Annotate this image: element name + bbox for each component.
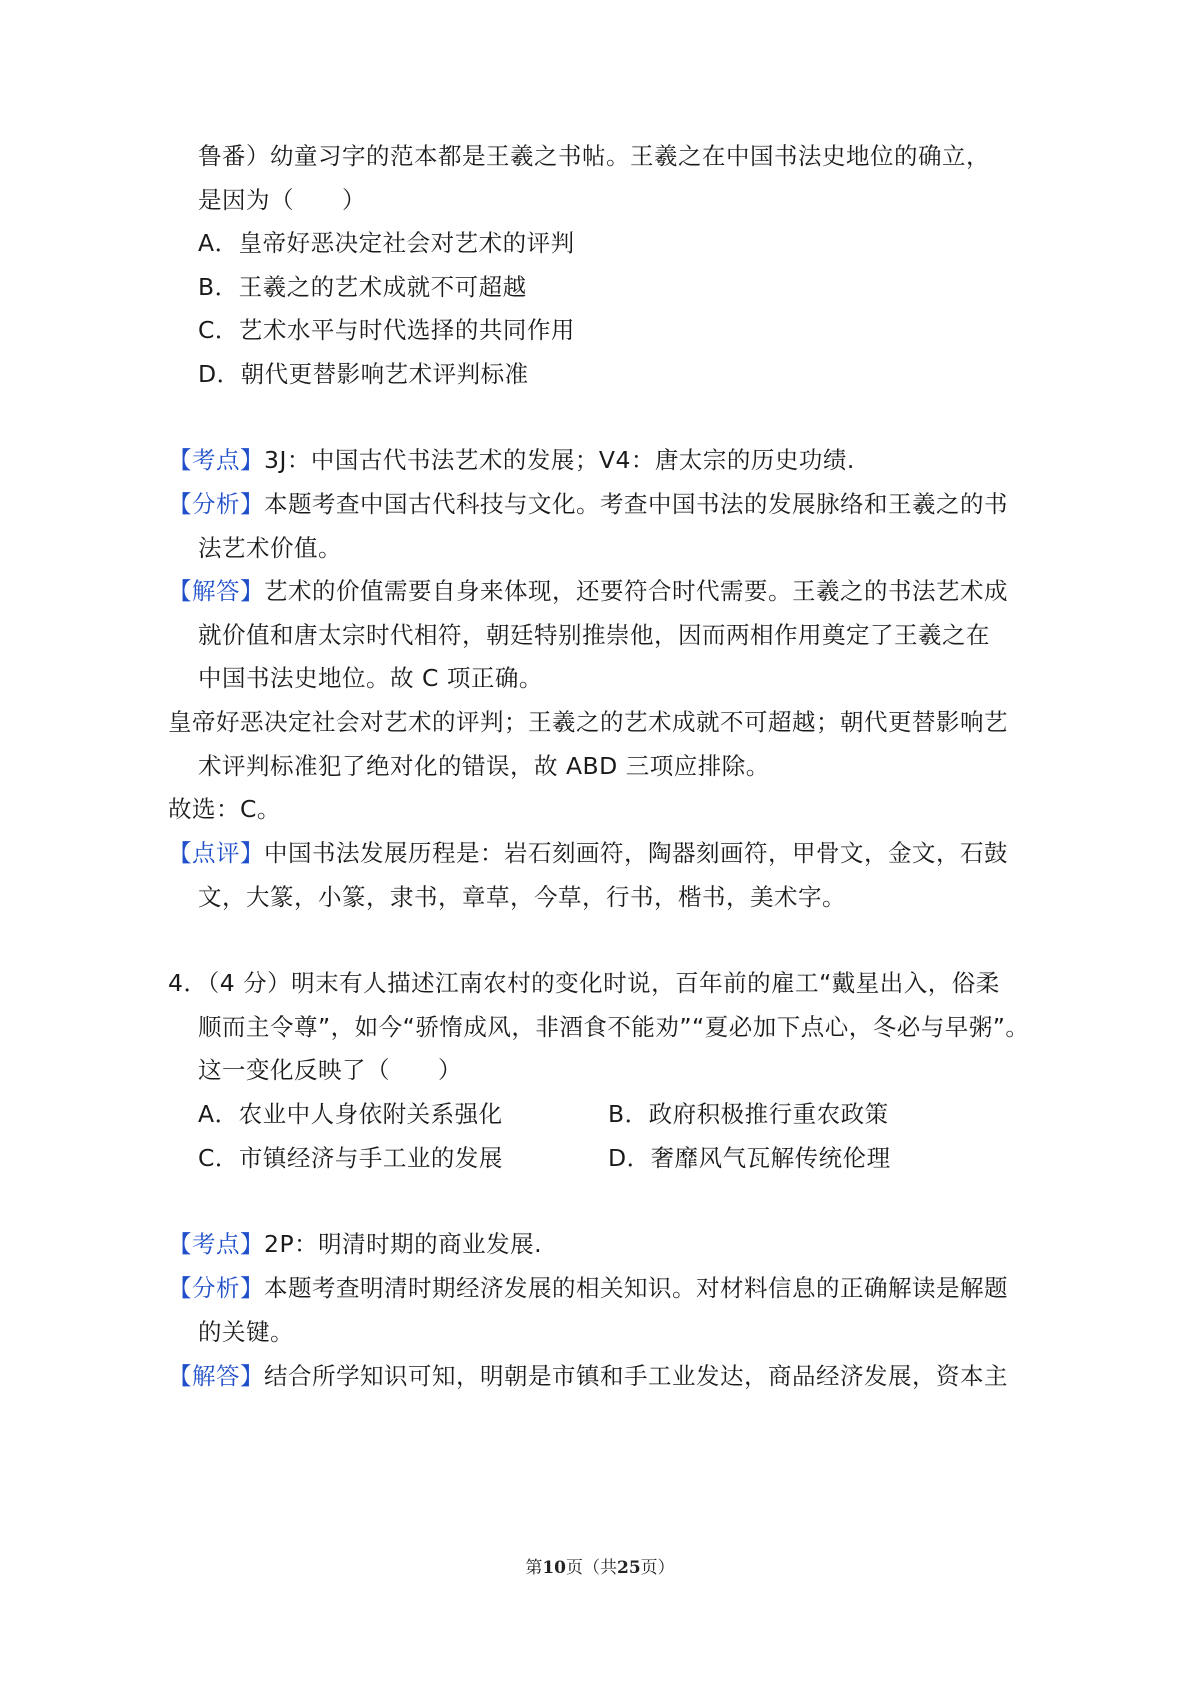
q3-fenxi-line-1 [168,488,1008,520]
jieda-tag: 【解答】 [168,1362,264,1390]
fenxi-tag: 【分析】 [168,490,264,518]
kaodian-tag: 【考点】 [168,446,264,474]
footer-suffix: 页） [640,1558,675,1578]
q3-jieda-line-2: 就价值和唐太宗时代相符，朝廷特别推崇他，因而两相作用奠定了王羲之在 [198,621,990,649]
jieda-text: 艺术的价值需要自身来体现，还要符合时代需要。王羲之的书法艺术成 [264,577,1008,605]
q3-dianping-line-1 [168,837,1008,869]
q3-kaodian [168,444,855,476]
footer-mid: 页（共 [566,1558,617,1578]
q3-answer: 故选：C。 [168,795,281,823]
kaodian-tag: 【考点】 [168,1230,264,1258]
q4-option-c: C．市镇经济与手工业的发展 [198,1144,503,1172]
q4-option-a: A．农业中人身依附关系强化 [198,1100,503,1128]
kaodian-text: 3J：中国古代书法艺术的发展；V4：唐太宗的历史功绩. [264,446,855,474]
dianping-tag: 【点评】 [168,839,264,867]
q4-options-row-2 [198,1142,891,1174]
kaodian-text: 2P：明清时期的商业发展. [264,1230,543,1258]
q4-stem-line-1: 4．（4 分）明末有人描述江南农村的变化时说，百年前的雇工“戴星出入，俗柔 [168,969,1000,997]
page-footer [0,1556,1200,1580]
jieda-text: 结合所学知识可知，明朝是市镇和手工业发达，商品经济发展，资本主 [264,1362,1008,1390]
footer-page-number: 10 [542,1558,566,1578]
q3-option-b: B．王羲之的艺术成就不可超越 [198,273,527,301]
q3-fenxi-line-2: 法艺术价值。 [198,534,342,562]
q3-extra-line-2: 术评判标准犯了绝对化的错误，故 ABD 三项应排除。 [198,752,770,780]
q3-option-d: D．朝代更替影响艺术评判标准 [198,360,529,388]
jieda-tag: 【解答】 [168,577,264,605]
q3-stem-line-1: 鲁番）幼童习字的范本都是王羲之书帖。王羲之在中国书法史地位的确立， [198,142,990,170]
fenxi-tag: 【分析】 [168,1274,264,1302]
footer-total-pages: 25 [617,1558,641,1578]
q3-stem-line-2: 是因为（ ） [198,186,366,214]
q4-fenxi-line-2: 的关键。 [198,1318,294,1346]
q3-option-c: C．艺术水平与时代选择的共同作用 [198,316,575,344]
q4-jieda-line-1 [168,1360,1008,1392]
fenxi-text: 本题考查明清时期经济发展的相关知识。对材料信息的正确解读是解题 [264,1274,1008,1302]
footer-prefix: 第 [525,1558,543,1578]
q4-options-row-1 [198,1098,889,1130]
dianping-text: 中国书法发展历程是：岩石刻画符，陶器刻画符，甲骨文，金文，石鼓 [264,839,1008,867]
q4-stem-line-2: 顺而主令尊”，如今“骄惰成风，非酒食不能劝”“夏必加下点心，冬必与早粥”。 [198,1013,1030,1041]
q4-fenxi-line-1 [168,1272,1008,1304]
q3-dianping-line-2: 文，大篆，小篆，隶书，章草，今草，行书，楷书，美术字。 [198,883,846,911]
q4-option-b: B．政府积极推行重农政策 [608,1100,889,1128]
q4-kaodian [168,1228,542,1260]
q3-extra-line-1: 皇帝好恶决定社会对艺术的评判；王羲之的艺术成就不可超越；朝代更替影响艺 [168,708,1008,736]
q4-option-d: D．奢靡风气瓦解传统伦理 [608,1144,891,1172]
q4-stem-line-3: 这一变化反映了（ ） [198,1056,462,1084]
q3-jieda-line-1 [168,575,1008,607]
fenxi-text: 本题考查中国古代科技与文化。考查中国书法的发展脉络和王羲之的书 [264,490,1008,518]
q3-jieda-line-3: 中国书法史地位。故 C 项正确。 [198,664,543,692]
q3-option-a: A．皇帝好恶决定社会对艺术的评判 [198,229,575,257]
